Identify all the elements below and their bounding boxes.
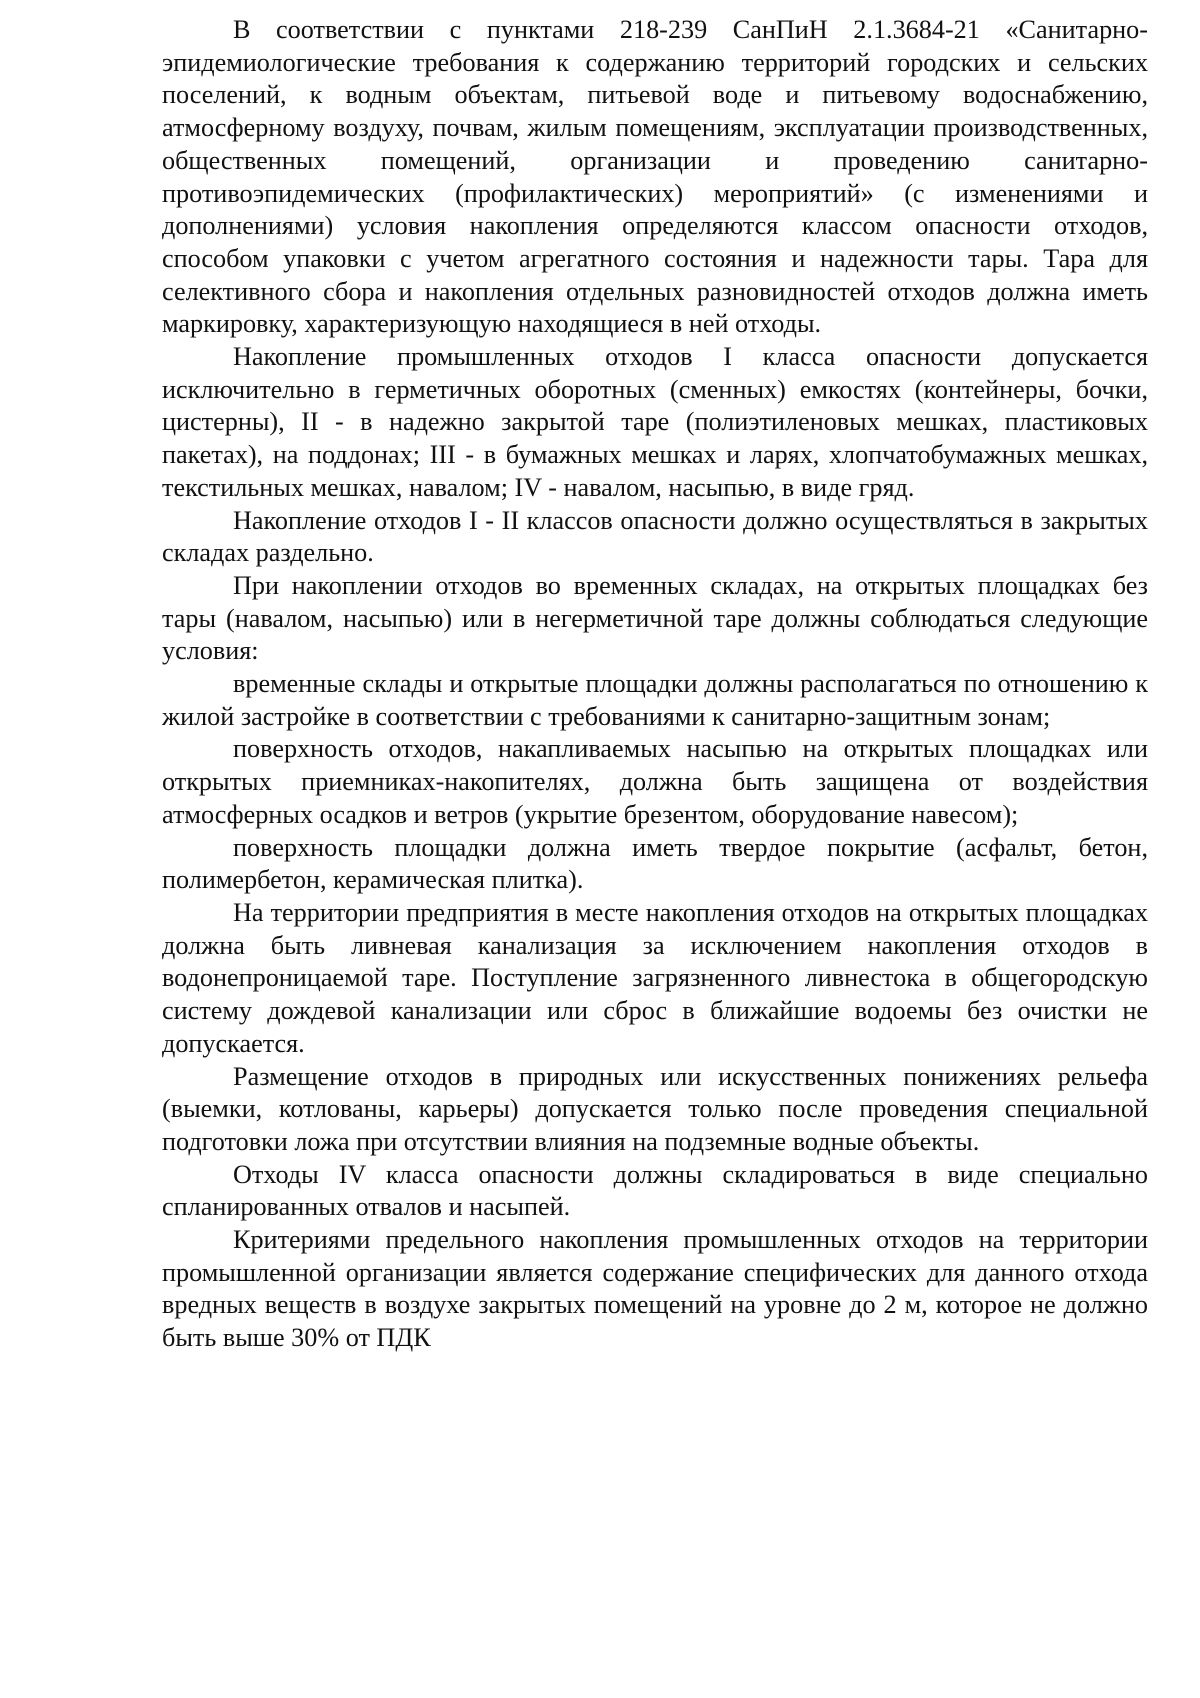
paragraph-temporary-storage-conditions: При накоплении отходов во временных складах, на открытых площадках без тары (навалом, насыпью) или в негерметичной таре должны соблюдаться следующие условия: <box>162 570 1148 666</box>
paragraph-sanpin-requirements: В соответствии с пунктами 218-239 СанПиН 2.1.3684-21 «Санитарно-эпидемиологические требования к содержанию территорий городских и сельских поселений, к водным объектам, питьевой воде и питьевому водоснабжению, атмосферному воздуху, почвам, жилым помещениям, эксплуатации производственных, общественных помещений, организации и проведению санитарно-противоэпидемических (профилактических) мероприятий» (с изменениями и дополнениями) условия накопления определяются классом опасности отходов, способом упаковки с учетом агрегатного состояния и надежности тары. Тара для селективного сбора и накопления отдельных разновидностей отходов должна иметь маркировку, характеризующую находящиеся в ней отходы. <box>162 15 1148 339</box>
paragraph-storm-sewer: На территории предприятия в месте накопления отходов на открытых площадках должна быть ливневая канализация за исключением накопления отходов в водонепроницаемой таре. Поступление загрязненного ливнестока в общегородскую систему дождевой канализации или сброс в ближайшие водоемы без очистки не допускается. <box>162 897 1148 1058</box>
list-item-hard-surface: поверхность площадки должна иметь твердое покрытие (асфальт, бетон, полимербетон, керамическая плитка). <box>162 832 1148 895</box>
paragraph-class-1-2-storage: Накопление отходов I - II классов опасности должно осуществляться в закрытых складах раздельно. <box>162 505 1148 568</box>
paragraph-accumulation-criteria: Критериями предельного накопления промышленных отходов на территории промышленной организации является содержание специфических для данного отхода вредных веществ в воздухе закрытых помещений на уровне до 2 м, которое не должно быть выше 30% от ПДК <box>162 1225 1148 1353</box>
paragraph-class-4-dumps: Отходы IV класса опасности должны складироваться в виде специально спланированных отвалов и насыпей. <box>162 1159 1148 1222</box>
document-page <box>162 14 1148 1355</box>
list-item-sanitary-zones: временные склады и открытые площадки должны располагаться по отношению к жилой застройке в соответствии с требованиями к санитарно-защитным зонам; <box>162 669 1148 731</box>
list-item-surface-protection: поверхность отходов, накапливаемых насыпью на открытых площадках или открытых приемниках-накопителях, должна быть защищена от воздействия атмосферных осадков и ветров (укрытие брезентом, оборудование навесом); <box>162 734 1148 829</box>
paragraph-hazard-class-storage: Накопление промышленных отходов I класса опасности допускается исключительно в герметичных оборотных (сменных) емкостях (контейнеры, бочки, цистерны), II - в надежно закрытой таре (полиэтиленовых мешках, пластиковых пакетах), на поддонах; III - в бумажных мешках и ларях, хлопчатобумажных мешках, текстильных мешках, навалом; IV - навалом, насыпью, в виде гряд. <box>162 342 1148 502</box>
paragraph-natural-depressions: Размещение отходов в природных или искусственных понижениях рельефа (выемки, котлованы, карьеры) допускается только после проведения специальной подготовки ложа при отсутствии влияния на подземные водные объекты. <box>162 1061 1148 1156</box>
